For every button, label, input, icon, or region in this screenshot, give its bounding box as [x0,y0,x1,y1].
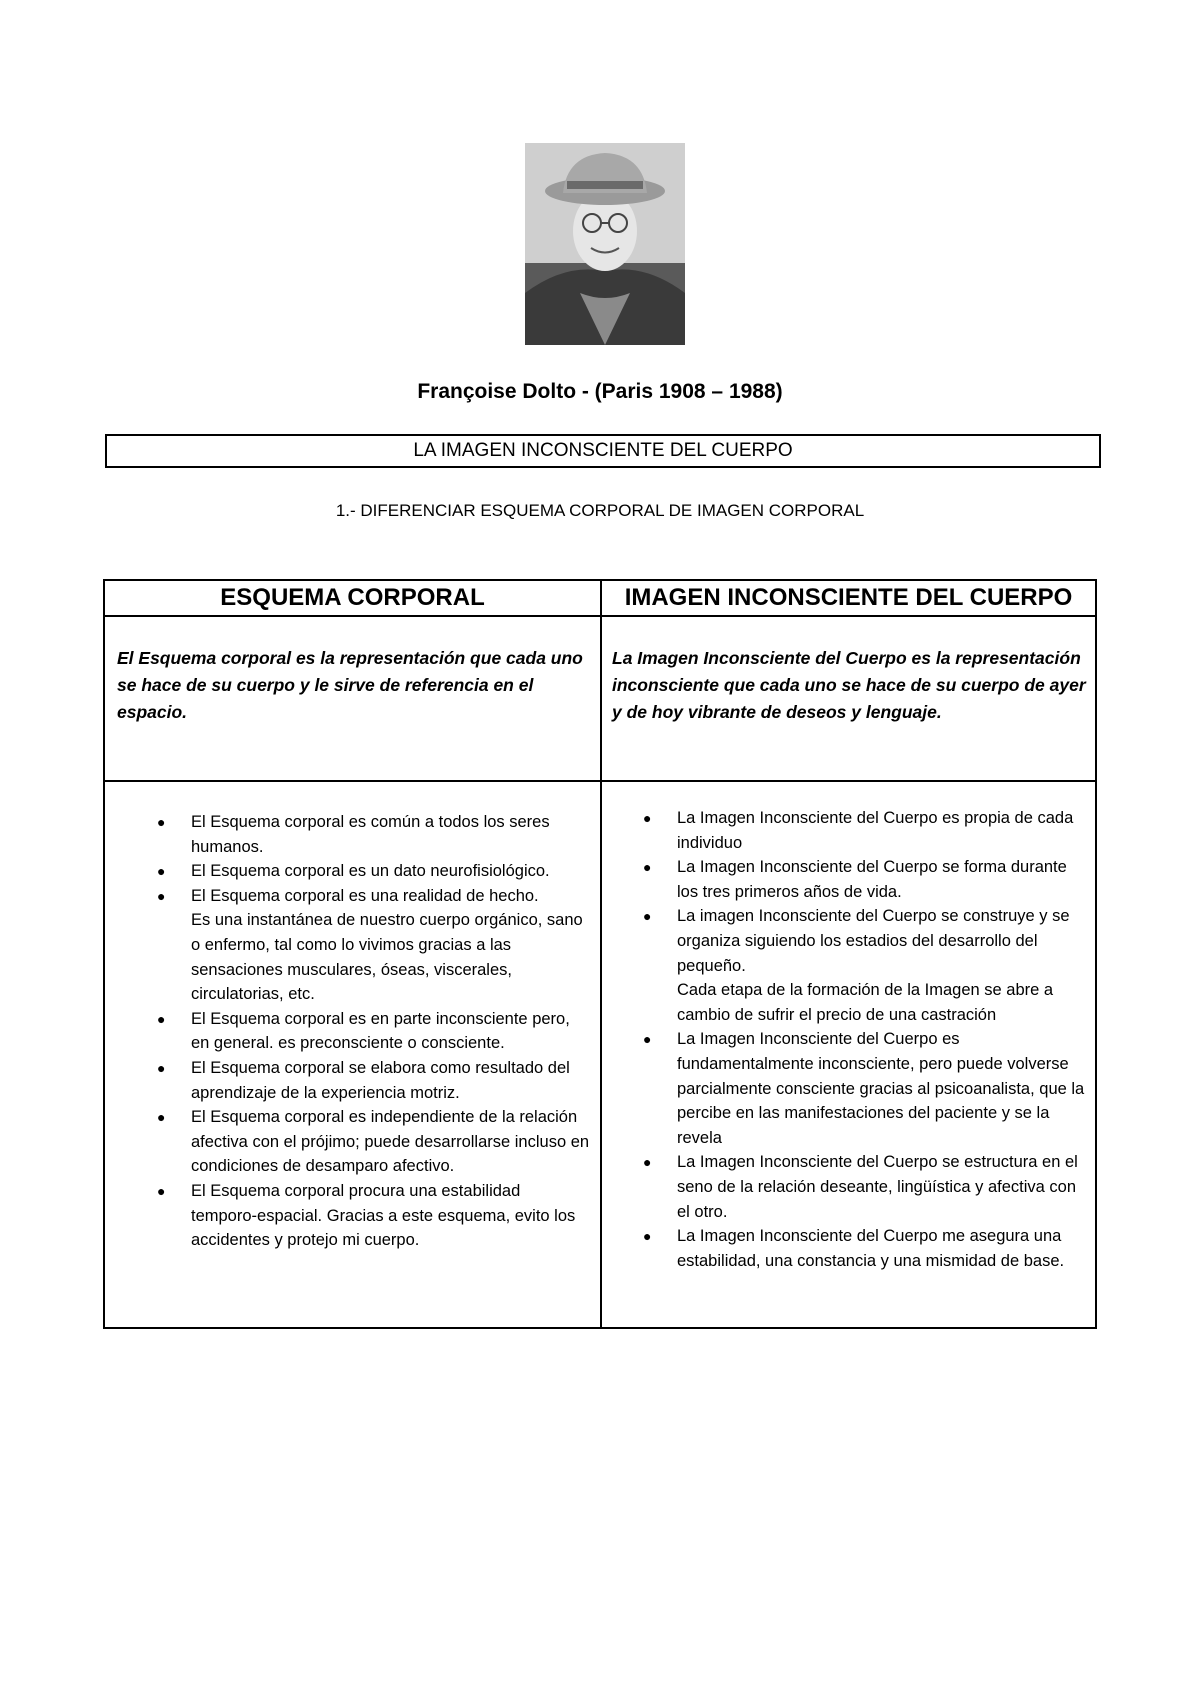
bullet-list-esquema [155,810,590,1253]
bullet-icon: ● [157,1109,166,1126]
list-item-text: La Imagen Inconsciente del Cuerpo se estructura en el seno de la relación deseante, lingüística y afectiva con el otro. [677,1153,1078,1221]
comparison-table [103,579,1097,1329]
list-item [641,904,1089,1027]
bullet-icon: ● [643,908,652,925]
bullet-icon: ● [157,863,166,880]
list-item [641,1224,1089,1273]
definition-imagen: La Imagen Inconsciente del Cuerpo es la representación inconsciente que cada uno se hace de su cuerpo de ayer y de hoy vibrante de deseos y lenguaje. [612,648,1086,722]
list-item [155,1007,590,1056]
bullet-icon: ● [643,810,652,826]
column-header-imagen: IMAGEN INCONSCIENTE DEL CUERPO [624,584,1073,611]
portrait-photo [525,143,685,345]
bullet-icon: ● [157,1182,166,1199]
photo-caption: Françoise Dolto - (Paris 1908 – 1988) [417,380,783,403]
list-item-text: El Esquema corporal es una realidad de hecho. [191,886,539,905]
list-item [155,1056,590,1105]
document-title: LA IMAGEN INCONSCIENTE DEL CUERPO [105,434,1101,468]
bullet-icon: ● [157,1010,166,1027]
list-item [641,1150,1089,1224]
bullet-list-imagen [641,806,1089,1273]
bullet-icon: ● [157,887,166,904]
list-item-text: La Imagen Inconsciente del Cuerpo es fundamentalmente inconsciente, pero puede volverse parcialmente consciente gracias al psicoanalista, que la percibe en las manifestaciones del paciente y se la revela [677,1030,1085,1147]
list-item-text: El Esquema corporal es en parte inconsciente pero, en general. es preconsciente o consciente. [191,1009,570,1053]
bullet-icon: ● [157,814,166,830]
list-item-text: El Esquema corporal se elabora como resultado del aprendizaje de la experiencia motriz. [191,1058,570,1102]
list-item [641,855,1089,904]
list-item-text: La Imagen Inconsciente del Cuerpo me asegura una estabilidad, una constancia y una mismidad de base. [677,1227,1065,1270]
list-item [155,810,590,859]
definition-esquema: El Esquema corporal es la representación que cada uno se hace de su cuerpo y le sirve de referencia en el espacio. [117,648,583,722]
bullet-icon: ● [643,859,652,876]
bullet-icon: ● [157,1059,166,1076]
bullet-icon: ● [643,1031,652,1048]
list-item-text: Cada etapa de la formación de la Imagen se abre a cambio de sufrir el precio de una castración [677,981,1054,1024]
list-item [155,884,590,1007]
list-item-text: El Esquema corporal procura una estabilidad temporo-espacial. Gracias a este esquema, evito los accidentes y protejo mi cuerpo. [191,1181,576,1250]
list-item-text: El Esquema corporal es independiente de la relación afectiva con el prójimo; puede desarrollarse incluso en condiciones de desamparo afectivo. [191,1108,590,1176]
section-heading: 1.- DIFERENCIAR ESQUEMA CORPORAL DE IMAGEN CORPORAL [335,501,865,520]
list-item-text: La Imagen Inconsciente del Cuerpo es propia de cada individuo [677,809,1074,852]
column-header-esquema: ESQUEMA CORPORAL [220,584,485,611]
definition-divider [105,780,1095,782]
header-divider [105,615,1095,617]
list-item-text: El Esquema corporal es un dato neurofisiológico. [191,862,550,881]
list-item [155,859,590,884]
list-item [641,1027,1089,1150]
list-item [641,806,1089,855]
list-item-text: La imagen Inconsciente del Cuerpo se construye y se organiza siguiendo los estadios del desarrollo del pequeño. [677,907,1070,975]
bullet-icon: ● [643,1154,652,1171]
column-divider [600,581,602,1327]
portrait-illustration [525,143,685,345]
list-item [155,1179,590,1253]
bullet-icon: ● [643,1228,652,1245]
list-item [155,1105,590,1179]
list-item-text: La Imagen Inconsciente del Cuerpo se forma durante los tres primeros años de vida. [677,858,1067,901]
list-item-text: Es una instantánea de nuestro cuerpo orgánico, sano o enfermo, tal como lo vivimos gracias a las sensaciones musculares, óseas, viscerales, circulatorias, etc. [191,911,583,1004]
list-item-text: El Esquema corporal es común a todos los seres humanos. [191,813,550,856]
